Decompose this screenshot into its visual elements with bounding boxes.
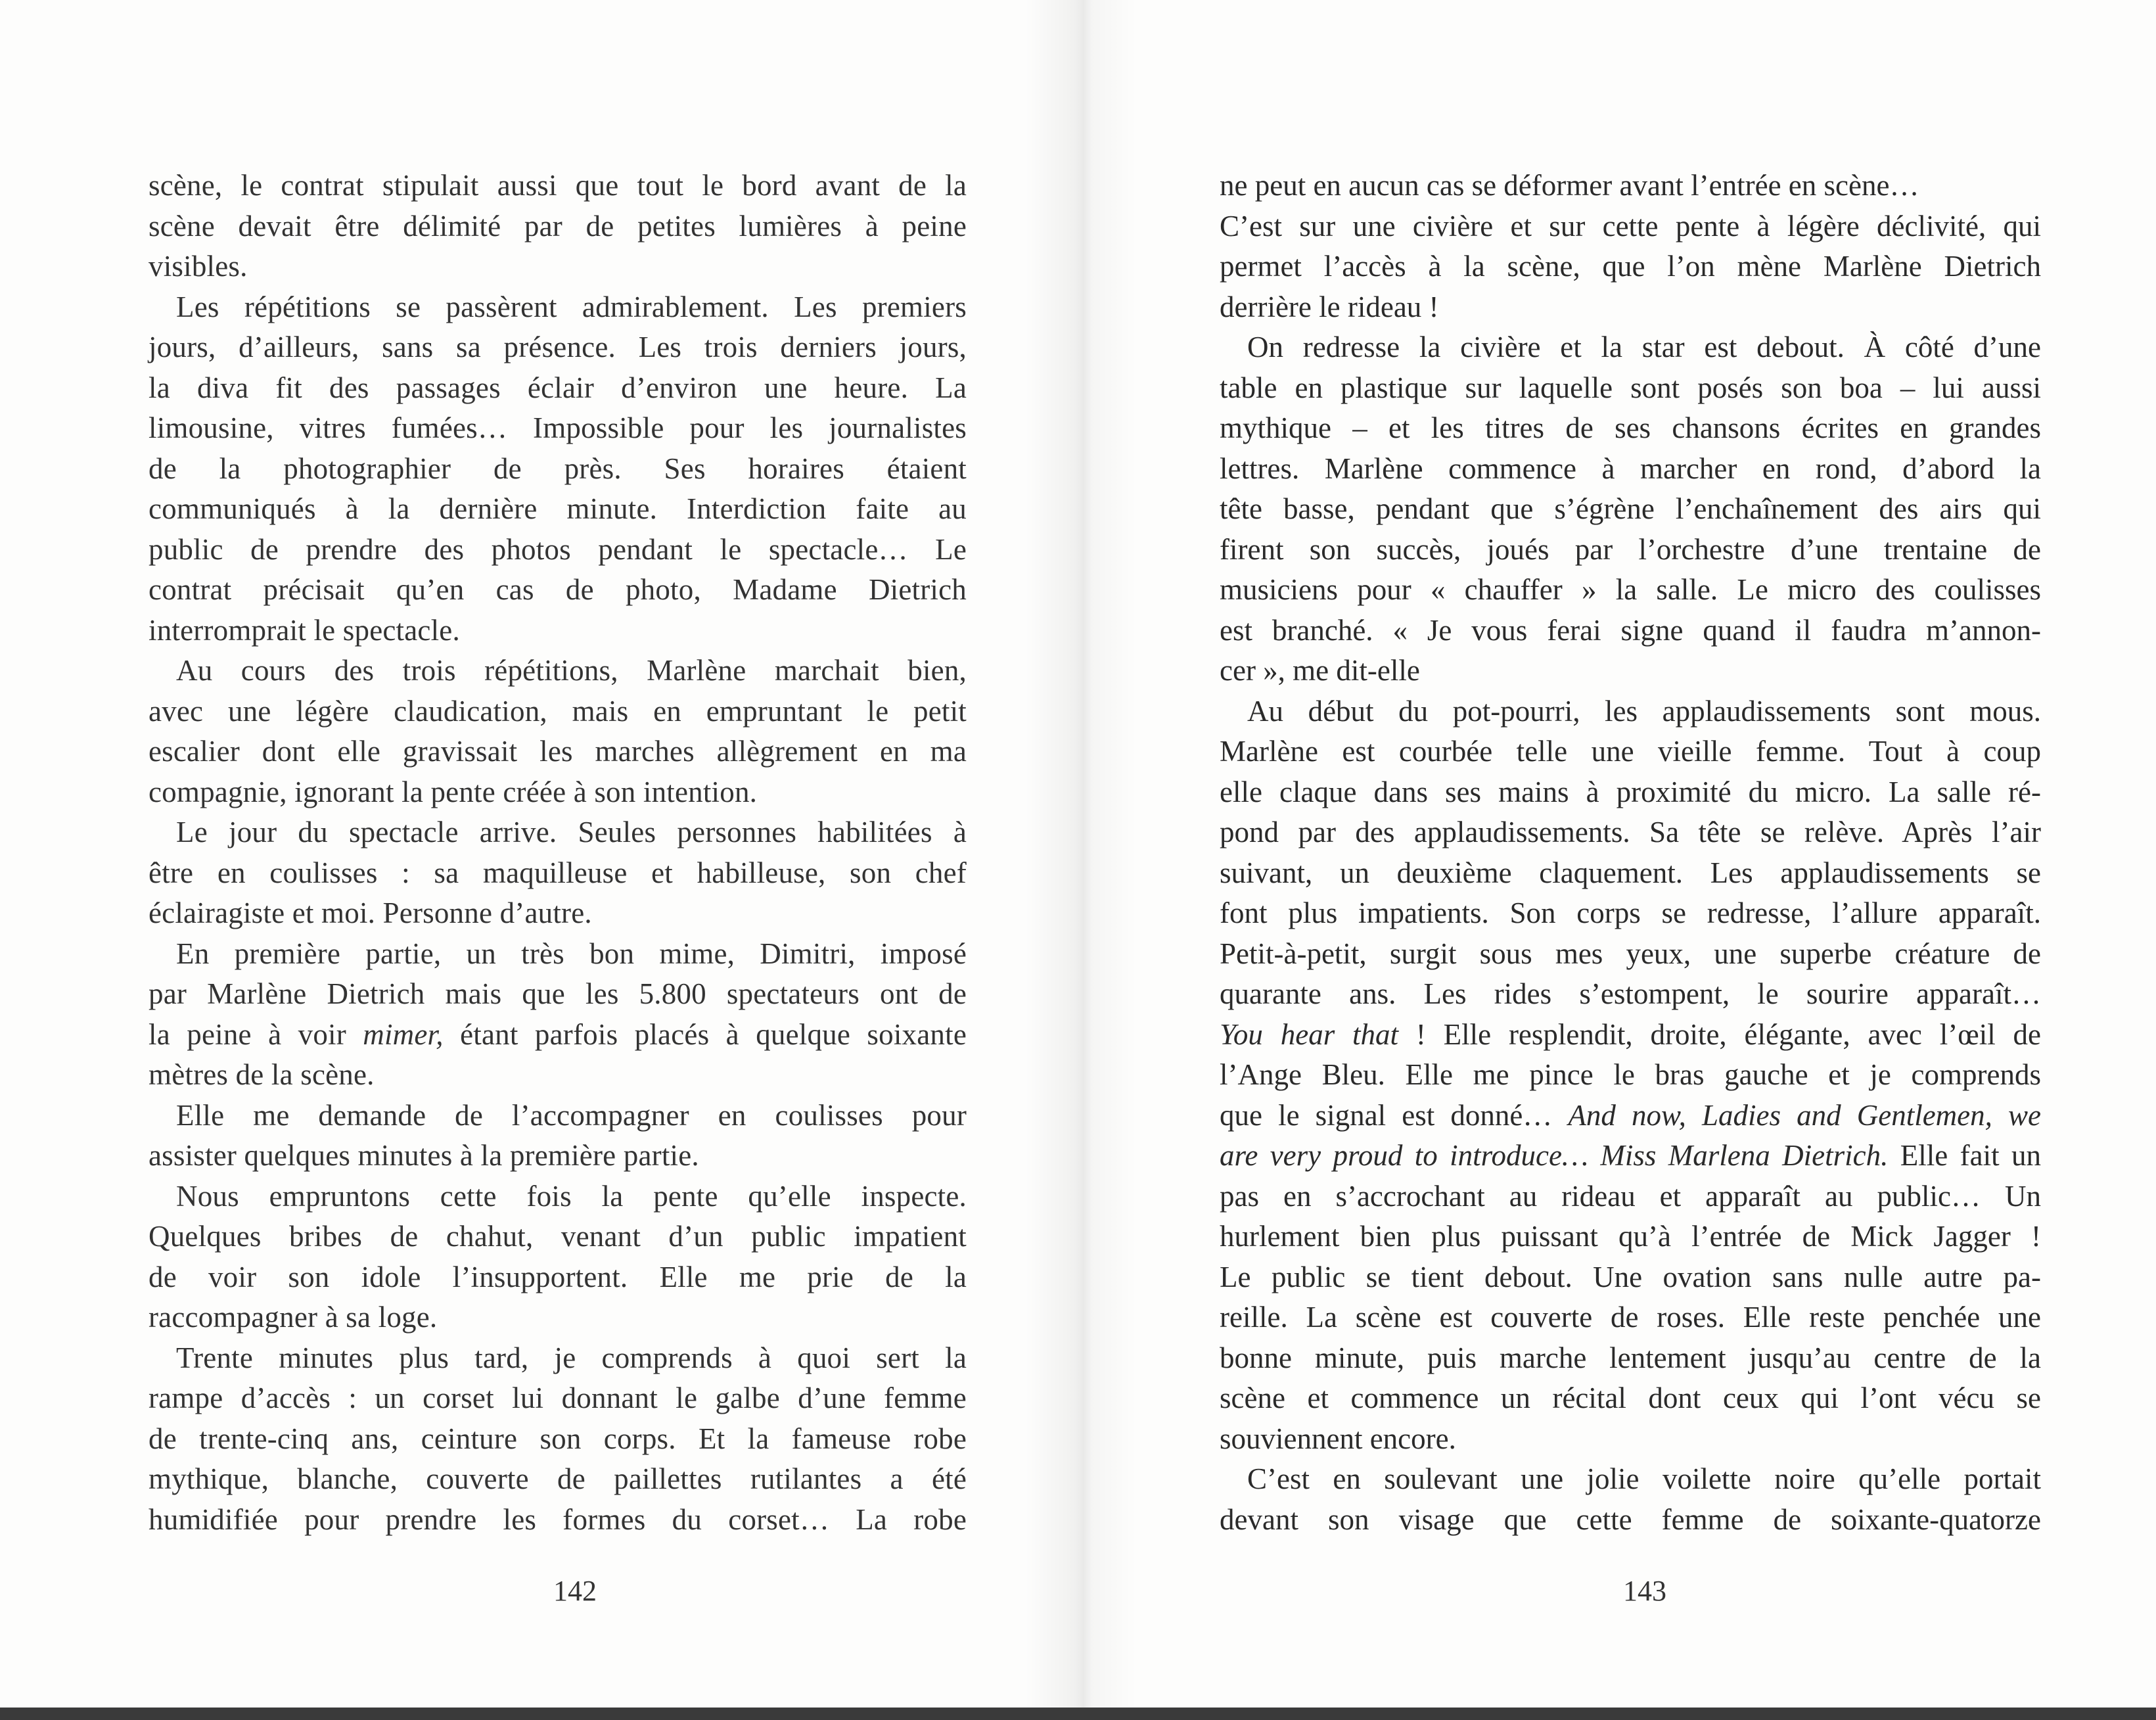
text-line: assister quelques minutes à la première partie. xyxy=(149,1139,699,1172)
text-line: de voir son idole l’insupportent. Elle me prie de la xyxy=(149,1260,967,1293)
book-gutter-shadow xyxy=(1025,0,1137,1720)
text-line: Nous empruntons cette fois la pente qu’elle inspecte. xyxy=(176,1179,967,1213)
text-line: musiciens pour « chauffer » la salle. Le micro des coulisses xyxy=(1220,573,2041,606)
page-number-left: 142 xyxy=(553,1575,597,1607)
text-line: permet l’accès à la scène, que l’on mène Marlène Dietrich xyxy=(1220,250,2041,283)
text-line: être en coulisses : sa maquilleuse et habilleuse, son chef xyxy=(149,856,967,889)
text-line: Au début du pot-pourri, les applaudissements sont mous. xyxy=(1247,694,2041,728)
text-line: limousine, vitres fumées… Impossible pour les journalistes xyxy=(149,411,967,444)
text-line: de trente-cinq ans, ceinture son corps. Et la fameuse robe xyxy=(149,1422,967,1455)
text-line: En première partie, un très bon mime, Dimitri, imposé xyxy=(176,937,967,970)
text-line: lettres. Marlène commence à marcher en rond, d’abord la xyxy=(1220,452,2041,485)
page-right-text xyxy=(1220,166,2041,1540)
text-line: souviennent encore. xyxy=(1220,1422,1456,1455)
text-line: mètres de la scène. xyxy=(149,1058,375,1091)
text-line: mythique, blanche, couverte de paillettes rutilantes a été xyxy=(149,1462,967,1495)
text-line: font plus impatients. Son corps se redresse, l’allure apparaît. xyxy=(1220,896,2041,929)
text-line: contrat précisait qu’en cas de photo, Madame Dietrich xyxy=(149,573,967,606)
text-line: devant son visage que cette femme de soixante-quatorze xyxy=(1220,1502,2041,1536)
text-line: l’Ange Bleu. Elle me pince le bras gauche et je comprends xyxy=(1220,1058,2041,1091)
italic-text: mimer, xyxy=(363,1017,444,1051)
text-line: jours, d’ailleurs, sans sa présence. Les trois derniers jours, xyxy=(149,331,967,363)
text-line xyxy=(1220,1136,2041,1176)
text-line: la diva fit des passages éclair d’environ une heure. La xyxy=(149,371,967,404)
text-segment: Elle fait un xyxy=(1888,1139,2041,1172)
text-line: éclairagiste et moi. Personne d’autre. xyxy=(149,896,592,929)
text-line: avec une légère claudication, mais en empruntant le petit xyxy=(149,694,967,728)
text-line: de la photographier de près. Ses horaires étaient xyxy=(149,452,967,485)
scan-bottom-edge xyxy=(0,1708,2156,1720)
italic-text: are very proud to introduce… Miss Marlena Dietrich. xyxy=(1220,1139,1889,1172)
italic-text: And now, Ladies and Gentlemen, we xyxy=(1568,1098,2041,1132)
text-line: compagnie, ignorant la pente créée à son intention. xyxy=(149,775,758,808)
text-line: pas en s’accrochant au rideau et apparaît au public… Un xyxy=(1220,1179,2041,1213)
text-line: Quelques bribes de chahut, venant d’un public impatient xyxy=(149,1220,967,1253)
text-line: quarante ans. Les rides s’estompent, le sourire apparaît… xyxy=(1220,977,2041,1010)
text-segment: ! Elle resplendit, droite, élégante, avec l’œil de xyxy=(1398,1017,2041,1051)
text-line: par Marlène Dietrich mais que les 5.800 spectateurs ont de xyxy=(149,977,967,1010)
text-line: scène, le contrat stipulait aussi que tout le bord avant de la xyxy=(149,169,967,202)
text-line xyxy=(149,1015,967,1056)
text-line: tête basse, pendant que s’égrène l’enchaînement des airs qui xyxy=(1220,492,2041,525)
text-line: Le public se tient debout. Une ovation sans nulle autre pa- xyxy=(1220,1260,2041,1293)
text-line: visibles. xyxy=(149,250,248,283)
text-line: firent son succès, joués par l’orchestre d’une trentaine de xyxy=(1220,532,2041,566)
text-line: hurlement bien plus puissant qu’à l’entrée de Mick Jagger ! xyxy=(1220,1220,2041,1253)
text-line: est branché. « Je vous ferai signe quand il faudra m’annon- xyxy=(1220,613,2041,647)
text-line: elle claque dans ses mains à proximité du micro. La salle ré- xyxy=(1220,775,2041,808)
page-number-right: 143 xyxy=(1623,1575,1666,1607)
text-line xyxy=(1220,1096,2041,1136)
text-line: C’est sur une civière et sur cette pente à légère déclivité, qui xyxy=(1220,209,2041,243)
text-line: Elle me demande de l’accompagner en coulisses pour xyxy=(176,1098,967,1132)
text-line: scène et commence un récital dont ceux qui l’ont vécu se xyxy=(1220,1382,2041,1414)
text-line: rampe d’accès : un corset lui donnant le galbe d’une femme xyxy=(149,1382,967,1414)
text-line: Les répétitions se passèrent admirablement. Les premiers xyxy=(176,290,967,323)
text-line: bonne minute, puis marche lentement jusqu’au centre de la xyxy=(1220,1341,2041,1374)
italic-text: You hear that xyxy=(1220,1017,1399,1051)
text-line: Petit-à-petit, surgit sous mes yeux, une superbe créature de xyxy=(1220,937,2041,970)
text-line: derrière le rideau ! xyxy=(1220,290,1439,323)
text-line: On redresse la civière et la star est debout. À côté d’une xyxy=(1247,331,2041,363)
text-line: Trente minutes plus tard, je comprends à quoi sert la xyxy=(176,1341,967,1374)
text-line xyxy=(1220,1015,2041,1056)
text-segment: que le signal est donné… xyxy=(1220,1098,1569,1132)
text-line: mythique – et les titres de ses chansons écrites en grandes xyxy=(1220,411,2041,444)
text-line: cer », me dit-elle xyxy=(1220,654,1420,687)
text-line: scène devait être délimité par de petites lumières à peine xyxy=(149,209,967,243)
text-line: interromprait le spectacle. xyxy=(149,613,460,647)
text-line: humidifiée pour prendre les formes du corset… La robe xyxy=(149,1502,967,1536)
text-line: Au cours des trois répétitions, Marlène marchait bien, xyxy=(176,654,967,687)
text-line: public de prendre des photos pendant le spectacle… Le xyxy=(149,532,967,566)
text-line: Le jour du spectacle arrive. Seules personnes habilitées à xyxy=(176,816,967,848)
page-left-text xyxy=(149,166,967,1540)
text-line: Marlène est courbée telle une vieille femme. Tout à coup xyxy=(1220,735,2041,768)
text-line: ne peut en aucun cas se déformer avant l’entrée en scène… xyxy=(1220,169,1919,202)
text-line: escalier dont elle gravissait les marches allègrement en ma xyxy=(149,735,967,768)
text-line: C’est en soulevant une jolie voilette noire qu’elle portait xyxy=(1247,1462,2041,1495)
text-line: raccompagner à sa loge. xyxy=(149,1301,438,1334)
text-line: communiqués à la dernière minute. Interdiction faite au xyxy=(149,492,967,525)
text-segment: la peine à voir xyxy=(149,1017,363,1051)
text-line: suivant, un deuxième claquement. Les applaudissements se xyxy=(1220,856,2041,889)
text-line: reille. La scène est couverte de roses. Elle reste penchée une xyxy=(1220,1301,2041,1334)
text-line: pond par des applaudissements. Sa tête se relève. Après l’air xyxy=(1220,816,2041,848)
text-segment: étant parfois placés à quelque soixante xyxy=(443,1017,967,1051)
text-line: table en plastique sur laquelle sont posés son boa – lui aussi xyxy=(1220,371,2041,404)
